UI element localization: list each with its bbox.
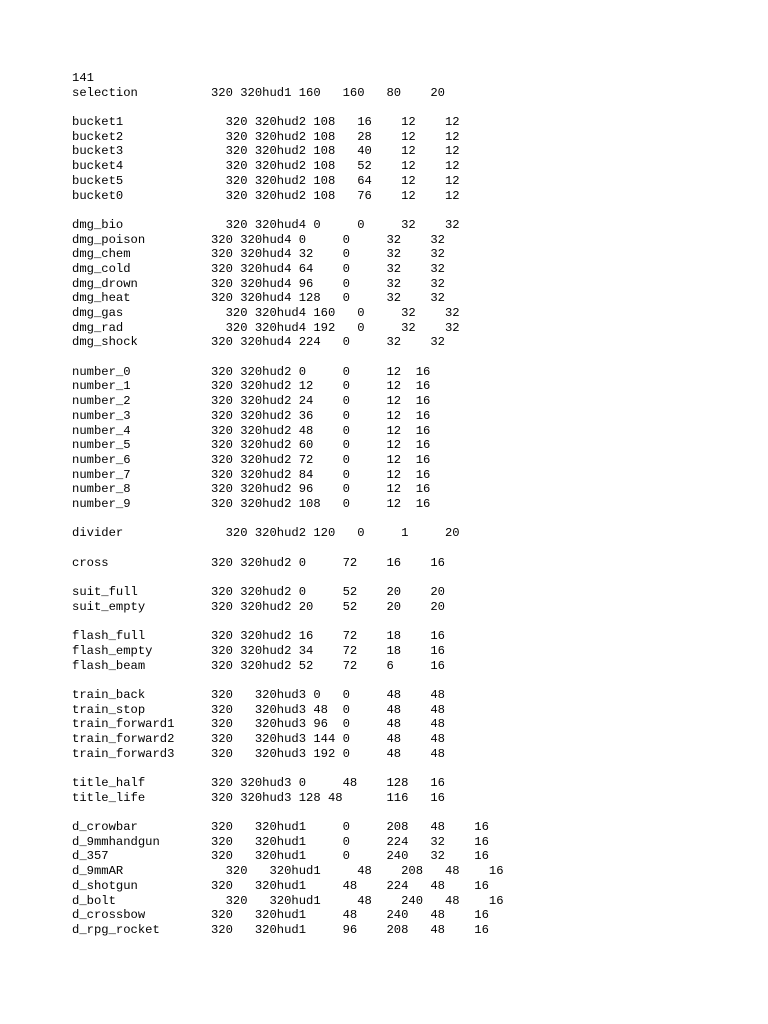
text-line: flash_empty 320 320hud2 34 72 18 16 (72, 643, 445, 658)
text-line: divider 320 320hud2 120 0 1 20 (72, 526, 460, 541)
text-line (72, 614, 752, 629)
text-line: flash_full 320 320hud2 16 72 18 16 (72, 629, 445, 644)
text-line: dmg_gas 320 320hud4 160 0 32 32 (72, 306, 460, 320)
text-line: bucket5 320 320hud2 108 64 12 12 (72, 173, 460, 188)
text-line: title_life 320 320hud3 128 48 116 16 (72, 790, 445, 805)
text-line: number_6 320 320hud2 72 0 12 16 (72, 452, 431, 467)
text-line: d_9mmAR 320 320hud1 48 208 48 16 (72, 864, 504, 879)
text-line: suit_full 320 320hud2 0 52 20 20 (72, 585, 445, 600)
text-line: suit_empty 320 320hud2 20 52 20 20 (72, 599, 445, 614)
text-line: flash_beam 320 320hud2 52 72 6 16 (72, 658, 445, 673)
text-line (72, 100, 752, 115)
text-line: dmg_bio 320 320hud4 0 0 32 32 (72, 217, 460, 232)
text-line: d_rpg_rocket 320 320hud1 96 208 48 16 (72, 922, 489, 937)
text-line (72, 203, 752, 218)
text-line: number_5 320 320hud2 60 0 12 16 (72, 438, 431, 453)
text-line: dmg_poison 320 320hud4 0 0 32 32 (72, 232, 445, 247)
text-line: d_crowbar 320 320hud1 0 208 48 16 (72, 820, 489, 835)
text-line: dmg_heat 320 320hud4 128 0 32 32 (72, 291, 445, 306)
text-line: number_0 320 320hud2 0 0 12 16 (72, 364, 431, 379)
text-line: d_bolt 320 320hud1 48 240 48 16 (72, 893, 504, 908)
text-line: number_2 320 320hud2 24 0 12 16 (72, 394, 431, 409)
text-line: 141 (72, 71, 94, 85)
text-line: title_half 320 320hud3 0 48 128 16 (72, 776, 445, 790)
text-line (72, 541, 752, 556)
text-line: dmg_cold 320 320hud4 64 0 32 32 (72, 261, 445, 276)
text-line: train_forward2 320 320hud3 144 0 48 48 (72, 731, 445, 746)
text-line (72, 512, 752, 527)
document-body (72, 71, 752, 952)
text-line: selection 320 320hud1 160 160 80 20 (72, 85, 445, 100)
text-line: dmg_shock 320 320hud4 224 0 32 32 (72, 335, 445, 350)
text-line: bucket2 320 320hud2 108 28 12 12 (72, 129, 460, 144)
text-line: number_1 320 320hud2 12 0 12 16 (72, 379, 431, 394)
text-line: bucket1 320 320hud2 108 16 12 12 (72, 115, 460, 130)
text-line: bucket4 320 320hud2 108 52 12 12 (72, 159, 460, 174)
text-line: train_stop 320 320hud3 48 0 48 48 (72, 702, 445, 717)
text-line (72, 805, 752, 820)
text-line: d_crossbow 320 320hud1 48 240 48 16 (72, 908, 489, 923)
text-line: number_7 320 320hud2 84 0 12 16 (72, 467, 431, 482)
text-line: number_8 320 320hud2 96 0 12 16 (72, 482, 431, 497)
text-line: cross 320 320hud2 0 72 16 16 (72, 555, 445, 570)
text-line (72, 761, 752, 776)
text-line: number_3 320 320hud2 36 0 12 16 (72, 408, 431, 423)
text-line (72, 570, 752, 585)
text-line: train_forward1 320 320hud3 96 0 48 48 (72, 717, 445, 732)
text-line: train_forward3 320 320hud3 192 0 48 48 (72, 746, 445, 761)
text-line: train_back 320 320hud3 0 0 48 48 (72, 687, 445, 702)
text-line: number_4 320 320hud2 48 0 12 16 (72, 423, 431, 438)
text-line (72, 350, 752, 365)
text-line: d_357 320 320hud1 0 240 32 16 (72, 849, 489, 864)
text-line: bucket3 320 320hud2 108 40 12 12 (72, 144, 460, 159)
text-line (72, 673, 752, 688)
text-line: dmg_chem 320 320hud4 32 0 32 32 (72, 247, 445, 262)
text-line: number_9 320 320hud2 108 0 12 16 (72, 496, 431, 511)
text-line: dmg_rad 320 320hud4 192 0 32 32 (72, 320, 460, 335)
text-line: d_9mmhandgun 320 320hud1 0 224 32 16 (72, 834, 489, 849)
text-line: d_shotgun 320 320hud1 48 224 48 16 (72, 878, 489, 893)
text-line: bucket0 320 320hud2 108 76 12 12 (72, 188, 460, 203)
text-line (72, 938, 752, 953)
text-line: dmg_drown 320 320hud4 96 0 32 32 (72, 276, 445, 291)
